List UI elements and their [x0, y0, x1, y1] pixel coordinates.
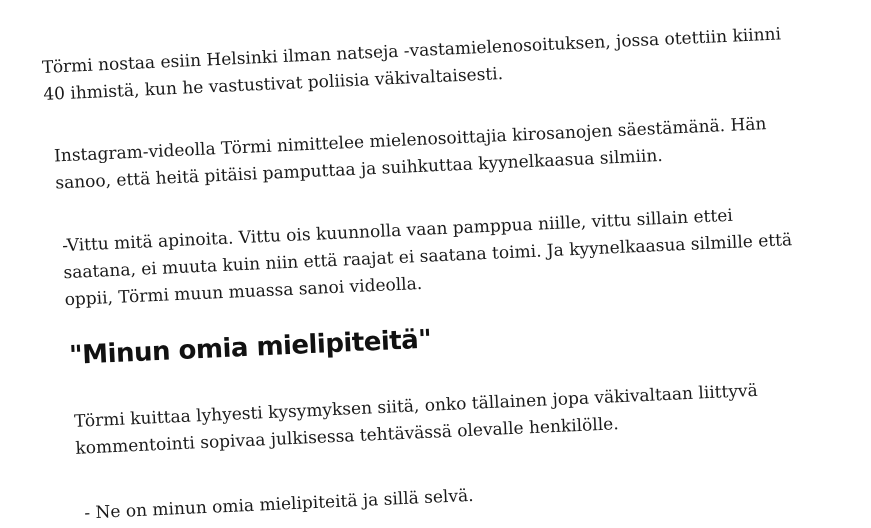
article-body: [40, 0, 859, 524]
article-paragraph-4: Törmi kuittaa lyhyesti kysymyksen siitä, onko tällainen jopa väkivaltaan liittyvä kommentointi sopivaa julkisessa tehtävässä olevalle henkilölle.: [73, 380, 759, 459]
article-paragraph-1: Törmi nostaa esiin Helsinki ilman natseja -vastamielenosoituksen, jossa otettiin kiinni 40 ihmistä, kun he vastustivat poliisia väkivaltaisesti.: [41, 24, 782, 105]
section-heading: "Minun omia mielipiteitä": [68, 324, 432, 372]
article-paragraph-5: - Ne on minun omia mielipiteitä ja sillä selvä.: [83, 485, 474, 524]
article-paragraph-2: Instagram-videolla Törmi nimittelee mielenosoittajia kirosanojen säestämänä. Hän sanoo, että heitä pitäisi pamputtaa ja suihkuttaa kyynelkaasua silmiin.: [53, 114, 767, 194]
article-paragraph-3: -Vittu mitä apinoita. Vittu ois kuunnolla vaan pamppua niille, vittu sillain ettei saatana, ei muuta kuin niin että raajat ei saatana toimi. Ja kyynelkaasua silmille että oppii, Törmi muun muassa sanoi videolla.: [61, 205, 793, 311]
